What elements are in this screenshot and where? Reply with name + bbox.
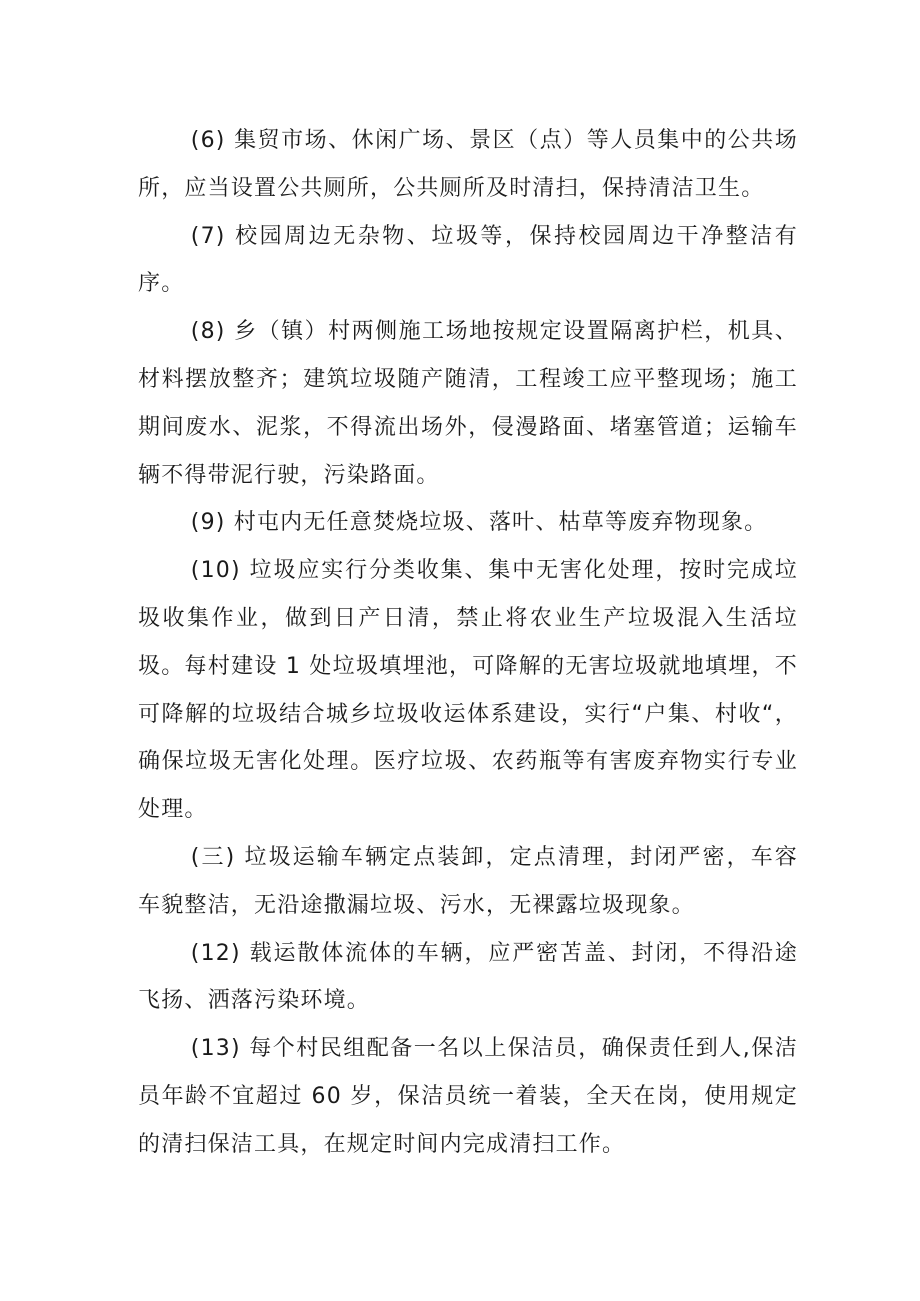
paragraph-6: (6) 集贸市场、休闲广场、景区（点）等人员集中的公共场所，应当设置公共厕所，公共厕所及时清扫，保持清洁卫生。 [138,128,798,201]
paragraph-7: (7) 校园周边无杂物、垃圾等，保持校园周边干净整洁有序。 [138,223,798,297]
paragraph-10: (10) 垃圾应实行分类收集、集中无害化处理，按时完成垃圾收集作业，做到日产日清，禁止将农业生产垃圾混入生活垃圾。每村建设 1 处垃圾填埋池，可降解的无害垃圾就地填埋，不可降解的垃圾结合城乡垃圾收运体系建设，实行“户集、村收“，确保垃圾无害化处理。医疗垃圾、农药瓶等有害废弃物实行专业处理。 [138,558,798,823]
paragraph-san: (三) 垃圾运输车辆定点装卸，定点清理，封闭严密，车容车貌整洁，无沿途撒漏垃圾、污水，无裸露垃圾现象。 [138,844,798,918]
paragraph-13: (13) 每个村民组配备一名以上保洁员，确保责任到人,保洁员年龄不宜超过 60 岁，保洁员统一着装，全天在岗，使用规定的清扫保洁工具，在规定时间内完成清扫工作。 [138,1036,798,1157]
paragraph-8: (8) 乡（镇）村两侧施工场地按规定设置隔离护栏，机具、材料摆放整齐；建筑垃圾随产随清，工程竣工应平整现场；施工期间废水、泥浆，不得流出场外，侵漫路面、堵塞管道；运输车辆不得带泥行驶，污染路面。 [138,319,798,488]
paragraph-12: (12) 载运散体流体的车辆，应严密苫盖、封闭，不得沿途飞扬、洒落污染环境。 [138,940,798,1014]
paragraph-9: (9) 村屯内无任意焚烧垃圾、落叶、枯草等废弃物现象。 [190,510,768,536]
document-body [138,117,798,1169]
